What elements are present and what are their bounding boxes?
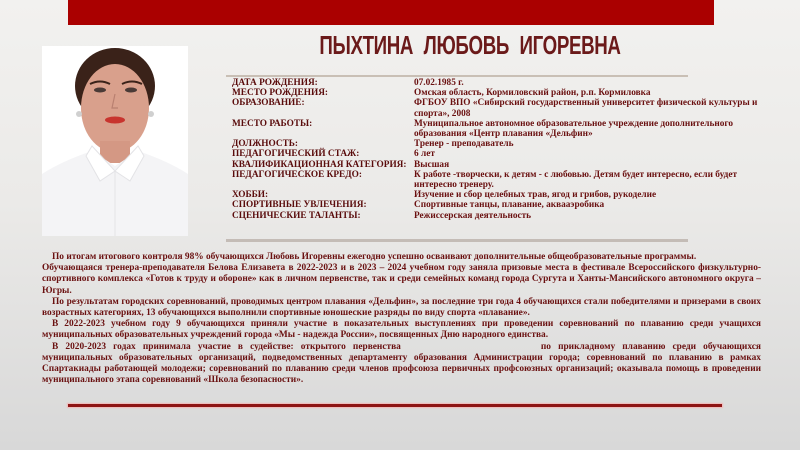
- info-row-position: [232, 139, 772, 149]
- judging-text-start: В 2020-2023 годах принимала участие в судействе: открытого первенства: [52, 341, 401, 352]
- footer-separator-line: [68, 404, 722, 407]
- header-accent-bar: [68, 0, 714, 25]
- info-value: Муниципальное автономное образовательное учреждение дополнительного образования «Центр плавания «Дельфин»: [414, 118, 734, 140]
- info-value: Режиссерская деятельность: [414, 210, 532, 221]
- paragraph-gto-festival: Обучающаяся тренера-преподавателя Белова Елизавета в 2022-2023 и в 2023 – 2024 учебном году заняла призовые места в фестивале Всероссийского физкультурно-спортивного комплекса «Готов к труду и обороне» как в личном первенстве, так и среди семейных команд города Сургута и Ханты-Мансийского автономного округа – Югры.: [42, 263, 761, 296]
- info-label: МЕСТО РАБОТЫ:: [232, 118, 313, 129]
- info-row-birth-place: [232, 88, 772, 98]
- info-value: Тренер - преподаватель: [414, 139, 514, 150]
- info-value: 6 лет: [414, 149, 435, 160]
- info-row-talents: [232, 211, 772, 221]
- info-label: ДАТА РОЖДЕНИЯ:: [232, 78, 318, 88]
- info-value: К работе -творчески, к детям - с любовью. Детям будет интересно, если будет интересно тренеру.: [414, 169, 738, 191]
- paragraph-judging: [42, 342, 761, 387]
- info-label: ПЕДАГОГИЧЕСКОЕ КРЕДО:: [232, 169, 362, 180]
- info-label: ПЕДАГОГИЧЕСКИЙ СТАЖ:: [232, 149, 360, 160]
- info-row-birth-date: [232, 78, 772, 88]
- info-value: ФГБОУ ВПО «Сибирский государственный университет физической культуры и спорта», 2008: [414, 98, 758, 119]
- info-value: Спортивные танцы, плавание, аквааэробика: [414, 200, 605, 211]
- achievements-text: [42, 252, 761, 386]
- info-label: МЕСТО РОЖДЕНИЯ:: [232, 88, 329, 99]
- info-row-workplace: [232, 119, 772, 139]
- paragraph-city-competitions: По результатам городских соревнований, проводимых центром плавания «Дельфин», за последние три года 4 обучающихся стали победителями и призерами в своих возрастных категориях, 13 обучающихся выполнили спортивные юношеские разряды по виду спорта «плавание».: [42, 296, 761, 319]
- info-row-education: [232, 98, 772, 118]
- info-row-sports: [232, 200, 772, 210]
- portrait-photo: [42, 46, 188, 236]
- info-label: КВАЛИФИКАЦИОННАЯ КАТЕГОРИЯ:: [232, 159, 407, 170]
- page-title: ПЫХТИНА ЛЮБОВЬ ИГОРЕВНА: [319, 30, 621, 60]
- personal-info-table: [232, 78, 772, 221]
- info-row-qualification: [232, 160, 772, 170]
- info-label: ДОЛЖНОСТЬ:: [232, 139, 299, 150]
- info-value: Изучение и сбор целебных трав, ягод и грибов, рукоделие: [414, 190, 657, 201]
- info-label: ХОББИ:: [232, 190, 269, 201]
- info-value: Омская область, Кормиловский район, р.п. Кормиловка: [414, 88, 651, 99]
- info-value: Высшая: [414, 159, 450, 170]
- info-row-credo: [232, 170, 772, 190]
- info-separator-bottom: [226, 239, 688, 242]
- info-label: ОБРАЗОВАНИЕ:: [232, 98, 305, 109]
- info-separator-top: [226, 75, 688, 77]
- info-label: СПОРТИВНЫЕ УВЛЕЧЕНИЯ:: [232, 200, 367, 211]
- info-row-experience: [232, 149, 772, 159]
- info-value: 07.02.1985 г.: [414, 78, 464, 88]
- info-row-hobby: [232, 190, 772, 200]
- paragraph-demonstrations: В 2022-2023 учебном году 9 обучающихся приняли участие в показательных выступлениях при проведении соревнований по плаванию среди учащихся муниципальных образовательных учреждений города «Мы - надежда России», посвященных Дню народного единства.: [42, 319, 761, 341]
- portrait-image: [42, 46, 188, 236]
- info-label: СЦЕНИЧЕСКИЕ ТАЛАНТЫ:: [232, 210, 361, 221]
- judging-text-end: по прикладному плаванию среди обучающихся муниципальных образовательных организаций, подведомственных департаменту образования Администрации города; соревнований по плаванию в рамках Спартакиады работающей молодежи; соревнований по плаванию среди членов профсоюза первичных профсоюзных организаций; оказывала помощь в проведении муниципального этапа соревнований «Школа безопасности».: [42, 341, 761, 386]
- paragraph-control-results: По итогам итогового контроля 98% обучающихся Любовь Игоревны ежегодно успешно осваивают дополнительные общеобразовательные программы.: [52, 252, 697, 262]
